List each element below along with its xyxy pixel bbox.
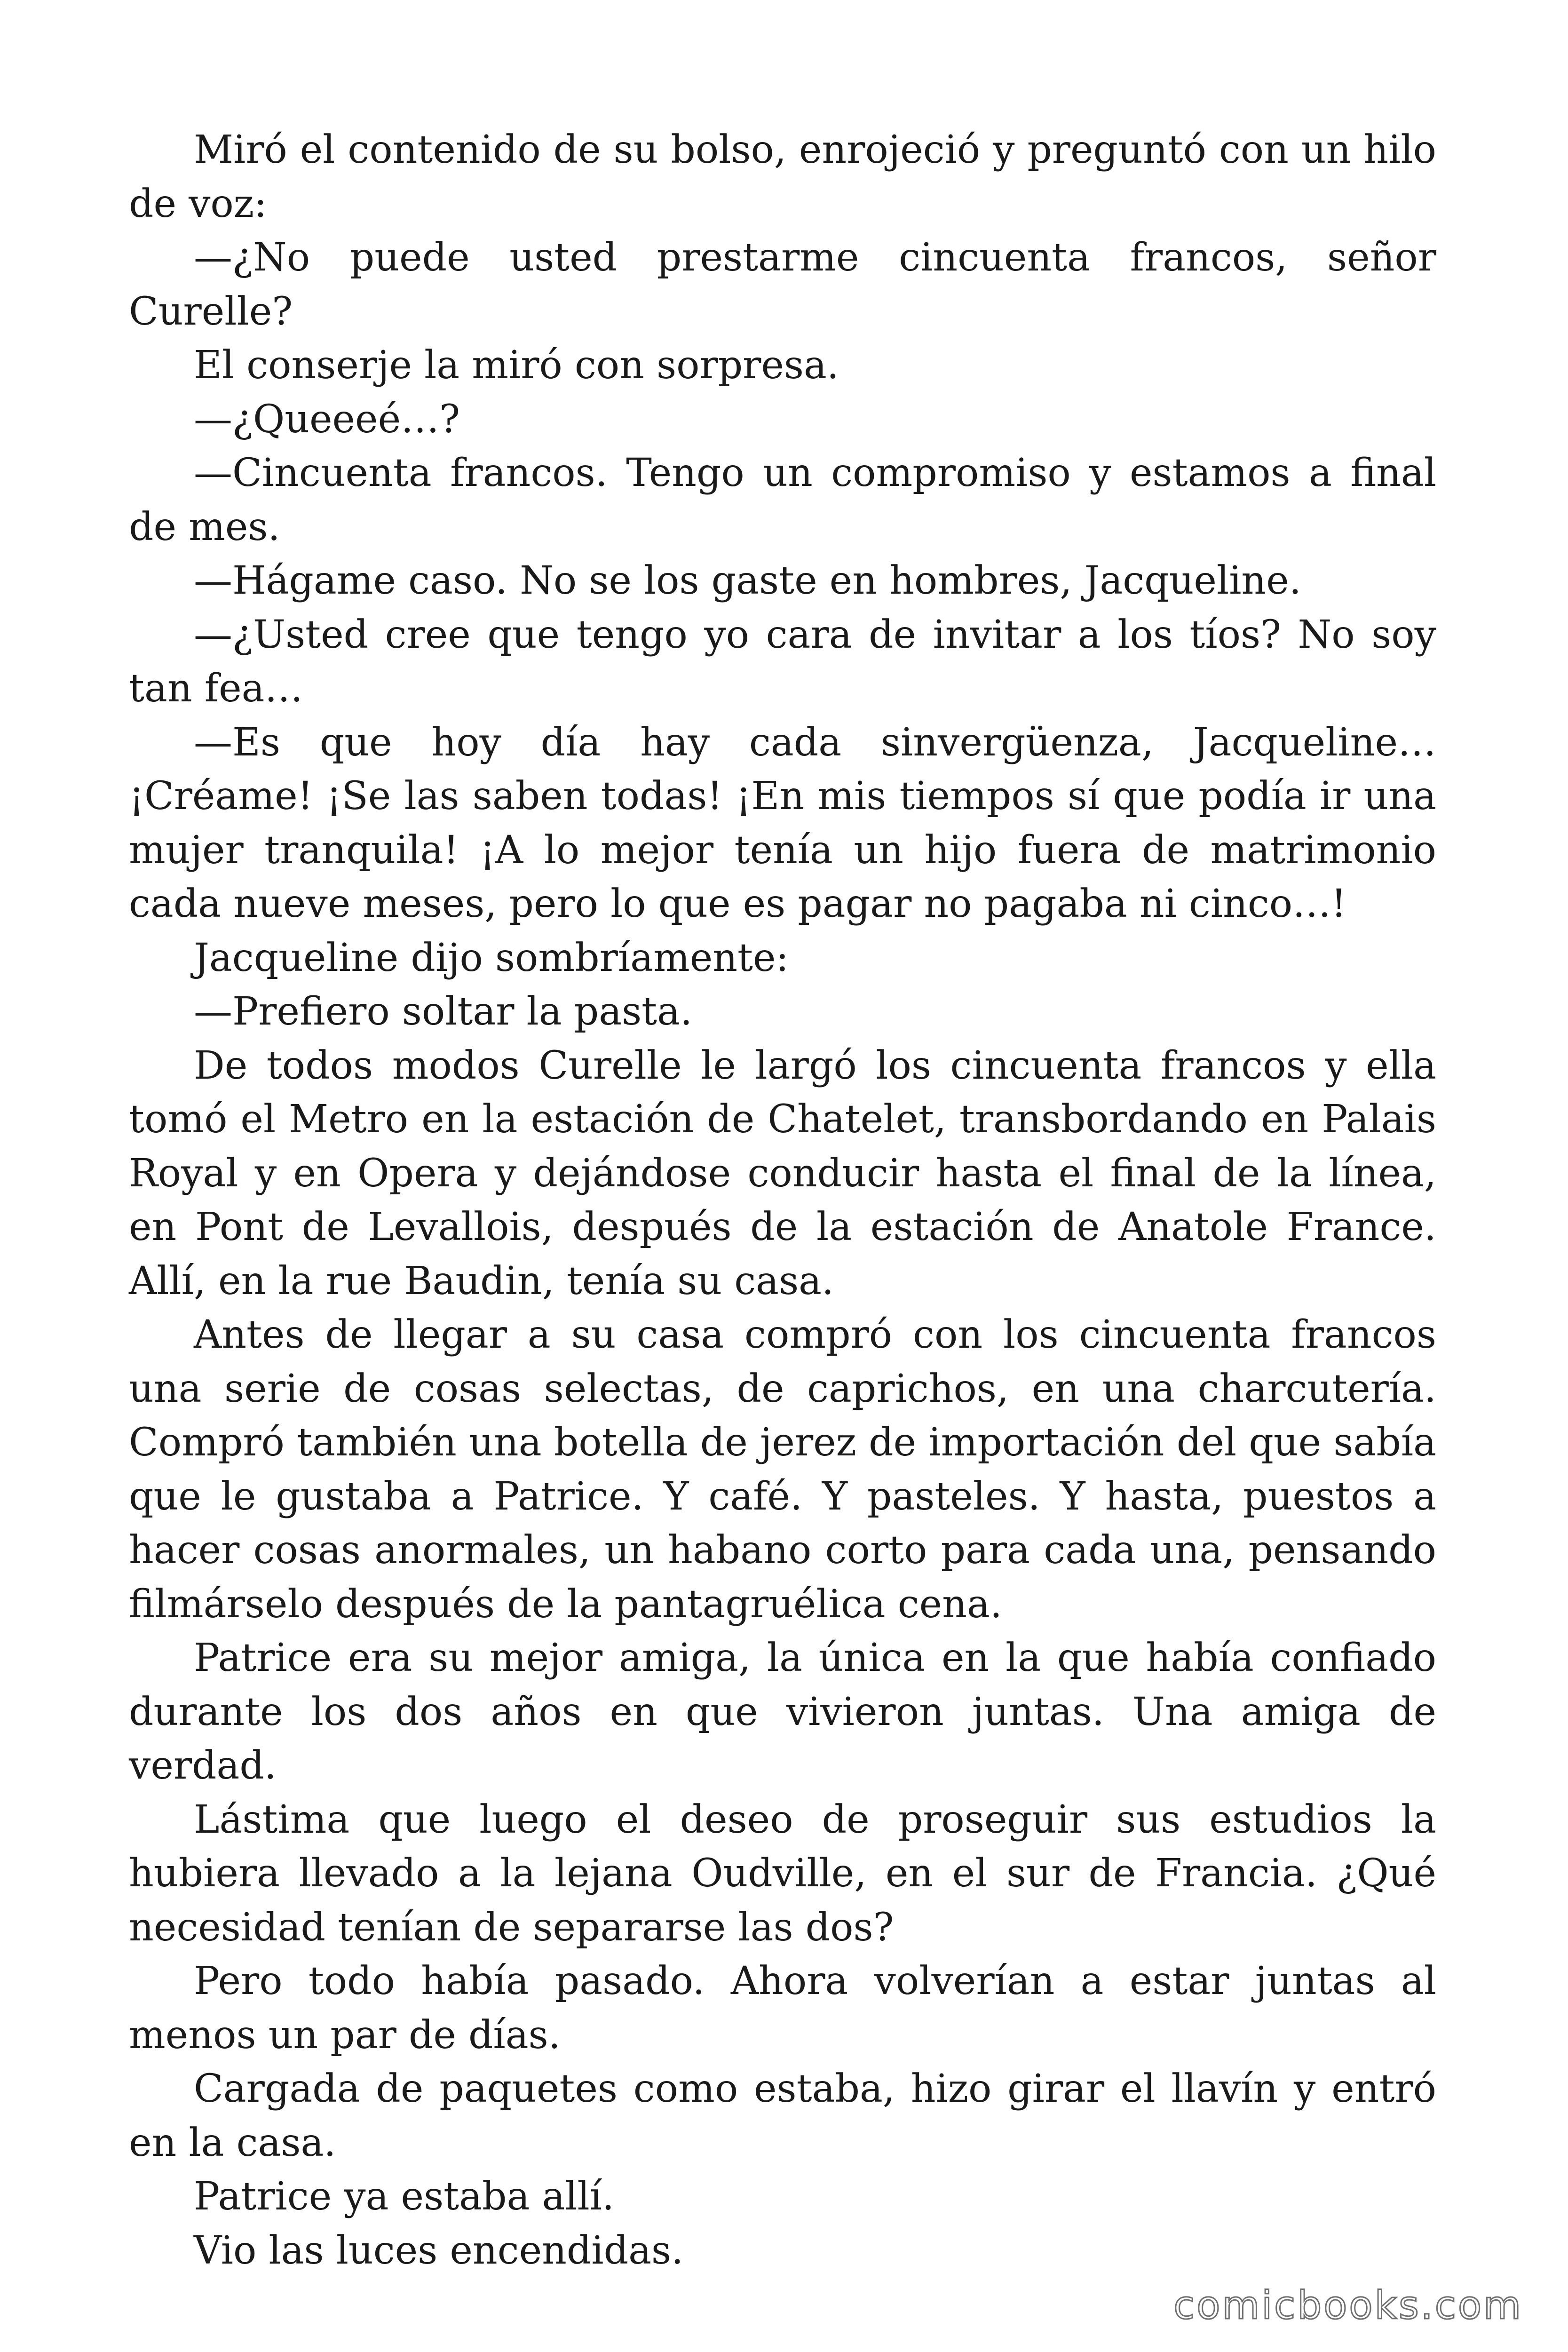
paragraph: —¿Usted cree que tengo yo cara de invitar a los tíos? No soy tan fea… (129, 612, 1436, 711)
paragraph: —Prefiero soltar la pasta. (194, 989, 693, 1034)
paragraph: Vio las luces encendidas. (194, 2228, 684, 2273)
paragraph: El conserje la miró con sorpresa. (194, 343, 839, 388)
paragraph: Patrice ya estaba allí. (194, 2174, 615, 2219)
body-text (129, 123, 1436, 2278)
paragraph: De todos modos Curelle le largó los cincuenta francos y ella tomó el Metro en la estación de Chatelet, transbordando en Palais Royal y en Opera y dejándose conducir hasta el final de la línea, en Pont de Levallois, después de la estación de Anatole France. Allí, en la rue Baudin, tenía su casa. (129, 1043, 1436, 1303)
paragraph: —¿No puede usted prestarme cincuenta francos, señor Curelle? (129, 235, 1436, 334)
paragraph: Pero todo había pasado. Ahora volverían a estar juntas al menos un par de días. (129, 1959, 1436, 2058)
paragraph: Antes de llegar a su casa compró con los cincuenta francos una serie de cosas selectas, de caprichos, en una charcutería. Compró también una botella de jerez de importación del que sabía que le gustaba a Patrice. Y café. Y pasteles. Y hasta, puestos a hacer cosas anormales, un habano corto para cada una, pensando filmárselo después de la pantagruélica cena. (129, 1312, 1436, 1627)
paragraph: Miró el contenido de su bolso, enrojeció y preguntó con un hilo de voz: (129, 127, 1436, 226)
paragraph: —Cincuenta francos. Tengo un compromiso y estamos a final de mes. (129, 451, 1436, 549)
paragraph: Jacqueline dijo sombríamente: (194, 935, 789, 980)
watermark: comicbooks.com (1173, 2283, 1523, 2328)
paragraph: —¿Queeeé…? (194, 397, 460, 442)
paragraph: Lástima que luego el deseo de proseguir sus estudios la hubiera llevado a la lejana Oudville, en el sur de Francia. ¿Qué necesidad tenían de separarse las dos? (129, 1797, 1436, 1950)
paragraph: —Es que hoy día hay cada sinvergüenza, Jacqueline… ¡Créame! ¡Se las saben todas! ¡En mis tiempos sí que podía ir una mujer tranquila! ¡A lo mejor tenía un hijo fuera de matrimonio cada nueve meses, pero lo que es pagar no pagaba ni cinco…! (129, 720, 1436, 926)
paragraph: Patrice era su mejor amiga, la única en la que había confiado durante los dos años en que vivieron juntas. Una amiga de verdad. (129, 1636, 1436, 1788)
paragraph: —Hágame caso. No se los gaste en hombres, Jacqueline. (194, 558, 1301, 603)
paragraph: Cargada de paquetes como estaba, hizo girar el llavín y entró en la casa. (129, 2066, 1436, 2165)
